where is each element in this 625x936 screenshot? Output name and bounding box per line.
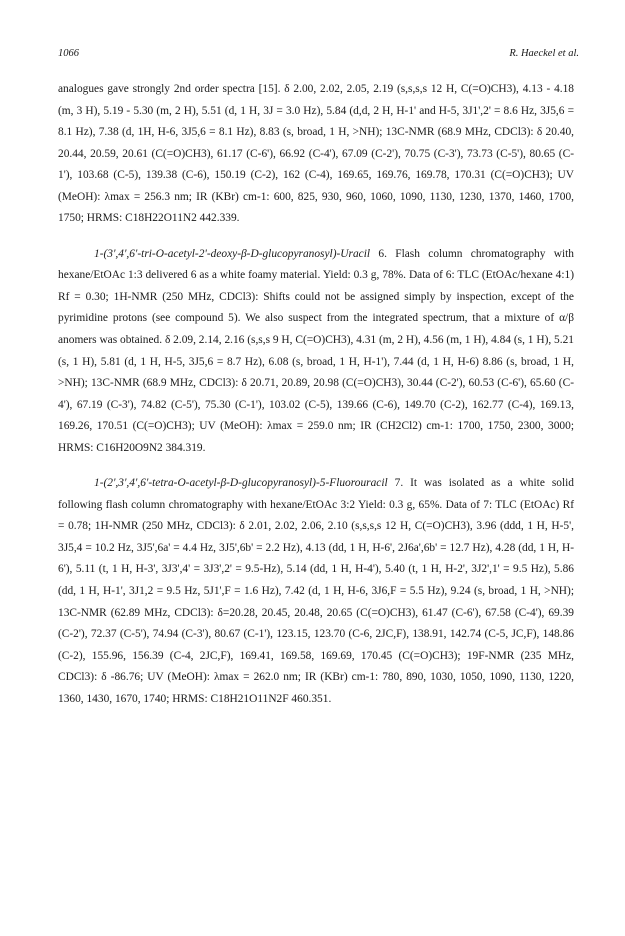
page-number: 1066 (58, 48, 79, 59)
paragraph-text: 7. It was isolated as a white solid following flash column chromatography with hexane/EtOAc 3:2 Yield: 0.3 g, 65%. Data of 7: TLC (EtOAc) Rf = 0.78; 1H-NMR (250 MHz, CDCl3): δ 2.01, 2.02, 2.06, 2.10 (s,s,s,s 12 H, C(=O)CH3), 3.96 (ddd, 1 H, H-5', 3J5,4 = 10.2 Hz, 3J5',6a' = 4.4 Hz, 3J5',6b' = 2.2 Hz), 4.13 (dd, 1 H, H-6', 2J6a',6b' = 12.7 Hz), 4.28 (dd, 1 H, H-6'), 5.11 (t, 1 H, H-3', 3J3',4' = 3J3',2' = 9.5-Hz), 5.14 (dd, 1 H, H-4'), 5.40 (t, 1 H, H-2', 3J2',1' = 9.5 Hz), 5.86 (dd, 1 H, H-1', 3J1,2 = 9.5 Hz, 5J1',F = 1.6 Hz), 7.42 (d, 1 H, H-6, 3J6,F = 5.5 Hz), 9.24 (s, broad, 1 H, >NH); 13C-NMR (62.89 MHz, CDCl3): δ=20.28, 20.45, 20.48, 20.65 (C(=O)CH3), 61.47 (C-6'), 67.58 (C-4'), 69.39 (C-2'), 72.37 (C-5'), 74.94 (C-3'), 80.67 (C-1'), 123.15, 123.70 (C-6, 2JC,F), 138.91, 142.74 (C-5, JC,F), 148.86 (C-2), 155.96, 156.39 (C-4, 2JC,F), 169.41, 169.58, 169.69, 170.45 (C(=O)CH3); 19F-NMR (235 MHz, CDCl3): δ -86.76; UV (MeOH): λmax = 262.0 nm; IR (KBr) cm-1: 780, 890, 1030, 1050, 1090, 1130, 1220, 1360, 1430, 1670, 1740; HRMS: C18H21O11N2F 460.351. (58, 477, 574, 705)
paragraph-compound-6 (58, 244, 574, 459)
paragraph-text: 6. Flash column chromatography with hexane/EtOAc 1:3 delivered 6 as a white foamy material. Yield: 0.3 g, 78%. Data of 6: TLC (EtOAc/hexane 4:1) Rf = 0.30; 1H-NMR (250 MHz, CDCl3): Shifts could not be assigned simply by inspection, except of the pyrimidine protons (see compound 5). We also suspect from the integrated spectrum, that a mixture of α/β anomers was obtained. δ 2.09, 2.14, 2.16 (s,s,s 9 H, C(=O)CH3), 4.31 (m, 2 H), 4.56 (m, 1 H), 4.84 (s, 1 H), 5.21 (s, 1 H), 5.81 (d, 1 H, H-5, 3J5,6 = 8.7 Hz), 6.08 (s, broad, 1 H, H-1'), 7.44 (d, 1 H, H-6) 8.86 (s, broad, 1 H, >NH); 13C-NMR (68.9 MHz, CDCl3): δ 20.71, 20.89, 20.98 (C(=O)CH3), 30.44 (C-2'), 60.53 (C-6'), 65.60 (C-4'), 67.19 (C-3'), 74.82 (C-5'), 75.30 (C-1'), 103.02 (C-5), 139.66 (C-6), 149.70 (C-2), 162.77 (C-4), 169.13, 169.26, 170.51 (C(=O)CH3); UV (MeOH): λmax = 259.0 nm; IR (CH2Cl2) cm-1: 1700, 1750, 2300, 3000; HRMS: C16H20O9N2 384.319. (58, 247, 574, 454)
body-text (58, 79, 574, 710)
compound-heading: 1-(2',3',4',6'-tetra-O-acetyl-β-D-glucopyranosyl)-5-Fluorouracil (94, 477, 388, 490)
compound-heading: 1-(3',4',6'-tri-O-acetyl-2'-deoxy-β-D-glucopyranosyl)-Uracil (94, 247, 371, 260)
paragraph-compound-7 (58, 473, 574, 710)
paragraph-compound-5-data (58, 79, 574, 230)
paragraph-text: analogues gave strongly 2nd order spectra [15]. δ 2.00, 2.02, 2.05, 2.19 (s,s,s,s 12 H, C(=O)CH3), 4.13 - 4.18 (m, 3 H), 5.19 - 5.30 (m, 2 H), 5.51 (d, 1 H, 3J = 3.0 Hz), 5.84 (d,d, 2 H, H-1' and H-5, 3J1',2' = 8.6 Hz, 3J5,6 = 8.1 Hz), 7.38 (d, 1H, H-6, 3J5,6 = 8.1 Hz), 8.83 (s, broad, 1 H, >NH); 13C-NMR (68.9 MHz, CDCl3): δ 20.40, 20.44, 20.59, 20.61 (C(=O)CH3), 61.17 (C-6'), 66.92 (C-4'), 67.09 (C-2'), 70.75 (C-3'), 73.73 (C-5'), 80.65 (C-1'), 103.68 (C-5), 139.38 (C-6), 150.19 (C-2), 162 (C-4), 169.65, 169.76, 169.78, 170.31 (C(=O)CH3); UV (MeOH): λmax = 256.3 nm; IR (KBr) cm-1: 600, 825, 930, 960, 1060, 1090, 1130, 1230, 1370, 1460, 1700, 1750; HRMS: C18H22O11N2 442.339. (58, 83, 574, 225)
running-head: R. Haeckel et al. (509, 48, 579, 59)
